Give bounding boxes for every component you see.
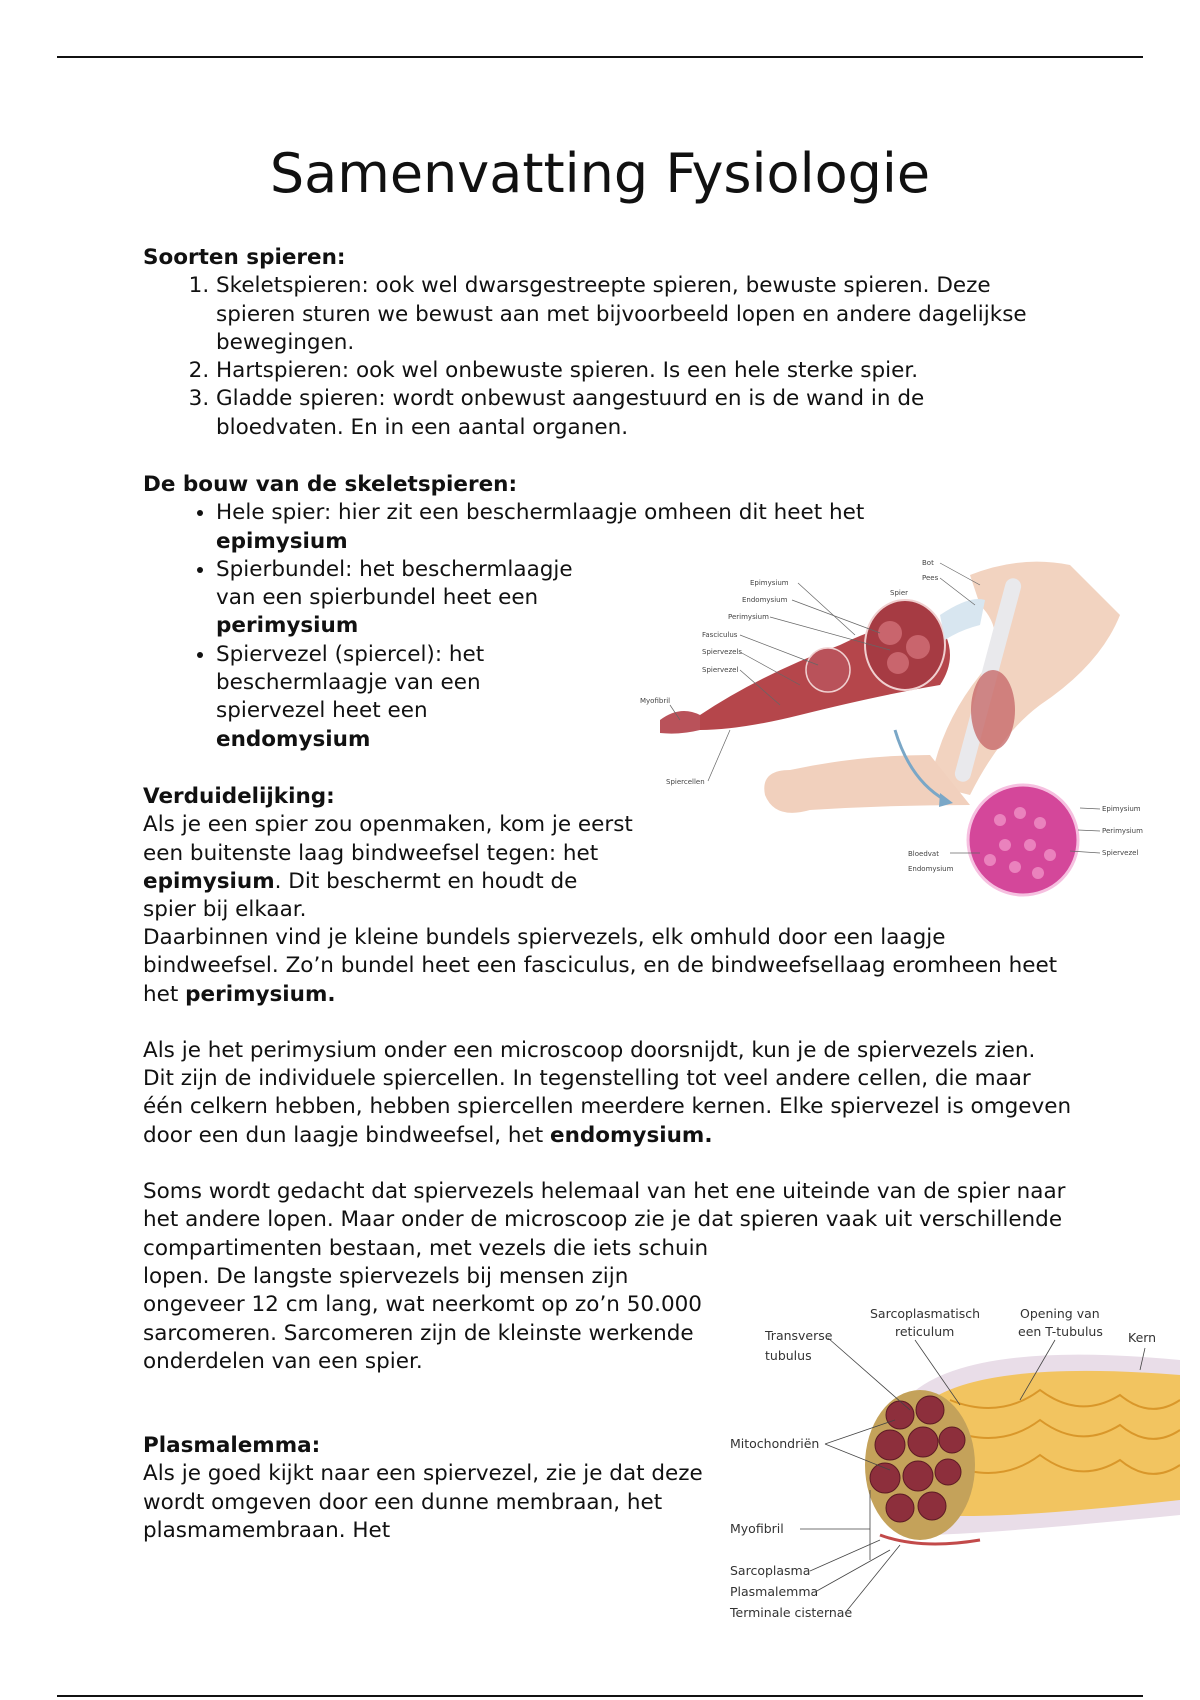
- list-item-text: Hele spier: hier zit een beschermlaagje omheen dit heet het: [216, 500, 865, 526]
- label-bot: Bot: [922, 559, 934, 567]
- fascicle: [887, 652, 909, 674]
- label-spiercellen: Spiercellen: [666, 778, 705, 786]
- term-perimysium: perimysium: [216, 613, 359, 639]
- label-plasmalemma: Plasmalemma: [730, 1584, 819, 1599]
- section-plasmalemma: [143, 1432, 713, 1545]
- muscle-fiber-figure: [720, 1300, 1180, 1630]
- label-terminale-cisternae: Terminale cisternae: [730, 1605, 853, 1620]
- label-myofibril: Myofibril: [730, 1521, 784, 1536]
- list-item: 2. Hartspieren: ook wel onbewuste spieren. Is een hele sterke spier.: [216, 357, 1043, 385]
- term-perimysium: perimysium.: [185, 981, 336, 1007]
- bottom-rule: [57, 1695, 1143, 1697]
- label-perimysium: Perimysium: [728, 613, 769, 621]
- label-spiervezels: Spiervezels: [702, 648, 743, 656]
- list-item: 1. Skeletspieren: ook wel dwarsgestreepte spieren, bewuste spieren. Deze spieren sturen we bewust aan met bijvoorbeeld lopen en andere dagelijkse bewegingen.: [216, 272, 1043, 357]
- label-t-open-2: een T-tubulus: [1018, 1324, 1103, 1339]
- paragraph: Als je goed kijkt naar een spiervezel, zie je dat deze wordt omgeven door een dunne membraan, het plasmamembraan. Het: [143, 1461, 703, 1543]
- list-item: [216, 499, 953, 556]
- label-sr-1: Sarcoplasmatisch: [870, 1306, 981, 1321]
- list-item: 3. Gladde spieren: wordt onbewust aangestuurd en is de wand in de bloedvaten. En in een aantal organen.: [216, 385, 1043, 442]
- list-item: [216, 556, 616, 641]
- term-epimysium: epimysium: [216, 528, 348, 554]
- biceps-shape: [971, 670, 1015, 750]
- label-endomysium-micro: Endomysium: [908, 865, 954, 873]
- section-clarification: [143, 783, 633, 924]
- list-item: [216, 641, 536, 754]
- label-mitochondrien: Mitochondriën: [730, 1436, 820, 1451]
- label-spiervezel-micro: Spiervezel: [1102, 849, 1139, 857]
- list-item-text: Spiervezel (spiercel): het beschermlaagje van een spiervezel heet een: [216, 641, 485, 724]
- paragraph: Als je een spier zou openmaken, kom je eerst een buitenste laag bindweefsel tegen: het epimysium. Dit beschermt en houdt de spier bij elkaar.: [143, 812, 633, 923]
- section-heading: Soorten spieren:: [143, 245, 346, 270]
- list-item-text: Spierbundel: het beschermlaagje van een spierbundel heet een: [216, 556, 573, 611]
- tendon-shape: [940, 599, 985, 640]
- label-endomysium: Endomysium: [742, 596, 788, 604]
- section-heading: Verduidelijking:: [143, 784, 335, 809]
- label-transverse-2: tubulus: [765, 1348, 812, 1363]
- label-perimysium-micro: Perimysium: [1102, 827, 1143, 835]
- fascicle: [906, 635, 930, 659]
- myofibril-shape: [660, 711, 700, 734]
- paragraph: Daarbinnen vind je kleine bundels spiervezels, elk omhuld door een laagje bindweefsel. Zo’n bundel heet een fasciculus, en de bindweefsellaag eromheen heet het perimysium.: [143, 925, 1058, 1007]
- label-myofibril: Myofibril: [640, 697, 671, 705]
- term-endomysium: endomysium.: [549, 1122, 713, 1148]
- label-sarcoplasma: Sarcoplasma: [730, 1563, 811, 1578]
- label-epimysium-micro: Epimysium: [1102, 805, 1141, 813]
- label-kern: Kern: [1128, 1330, 1157, 1345]
- top-rule: [57, 56, 1143, 58]
- label-bloedvat: Bloedvat: [908, 850, 939, 858]
- label-sr-2: reticulum: [895, 1324, 955, 1339]
- label-epimysium: Epimysium: [750, 579, 789, 587]
- paragraph: lopen. De langste spiervezels bij mensen zijn ongeveer 12 cm lang, wat neerkomt op zo’n 50.000 sarcomeren. Sarcomeren zijn de kleinste werkende onderdelen van een spier.: [143, 1263, 702, 1374]
- label-pees: Pees: [922, 574, 939, 582]
- fasciculus-shape: [806, 648, 850, 692]
- label-transverse-1: Transverse: [765, 1328, 833, 1343]
- section-heading: De bouw van de skeletspieren:: [143, 472, 518, 497]
- term-epimysium: epimysium: [143, 868, 275, 894]
- paragraph: Soms wordt gedacht dat spiervezels helemaal van het ene uiteinde van de spier naar het andere lopen. Maar onder de microscoop zie je dat spieren vaak uit verschillende compartimenten bestaan, met vezels die iets schuin: [143, 1179, 1066, 1261]
- label-spiervezel: Spiervezel: [702, 666, 739, 674]
- label-spier: Spier: [890, 589, 909, 597]
- term-endomysium: endomysium: [216, 726, 371, 752]
- page-title: Samenvatting Fysiologie: [269, 142, 931, 205]
- section-muscle-types: [143, 244, 1043, 442]
- paragraph: Als je het perimysium onder een microscoop doorsnijdt, kun je de spiervezels zien. Dit zijn de individuele spiercellen. In tegenstelling tot veel andere cellen, die maar één celkern hebben, hebben spiercellen meerdere kernen. Elke spiervezel is omgeven door een dun laagje bindweefsel, het endomysium.: [143, 1037, 1072, 1148]
- fascicle: [878, 621, 902, 645]
- section-heading: Plasmalemma:: [143, 1433, 321, 1458]
- muscle-types-list: [143, 272, 1043, 442]
- muscle-anatomy-figure: [640, 555, 1150, 915]
- muscle-cross-section: [865, 600, 945, 690]
- label-fasciculus: Fasciculus: [702, 631, 738, 639]
- label-t-open-1: Opening van: [1020, 1306, 1100, 1321]
